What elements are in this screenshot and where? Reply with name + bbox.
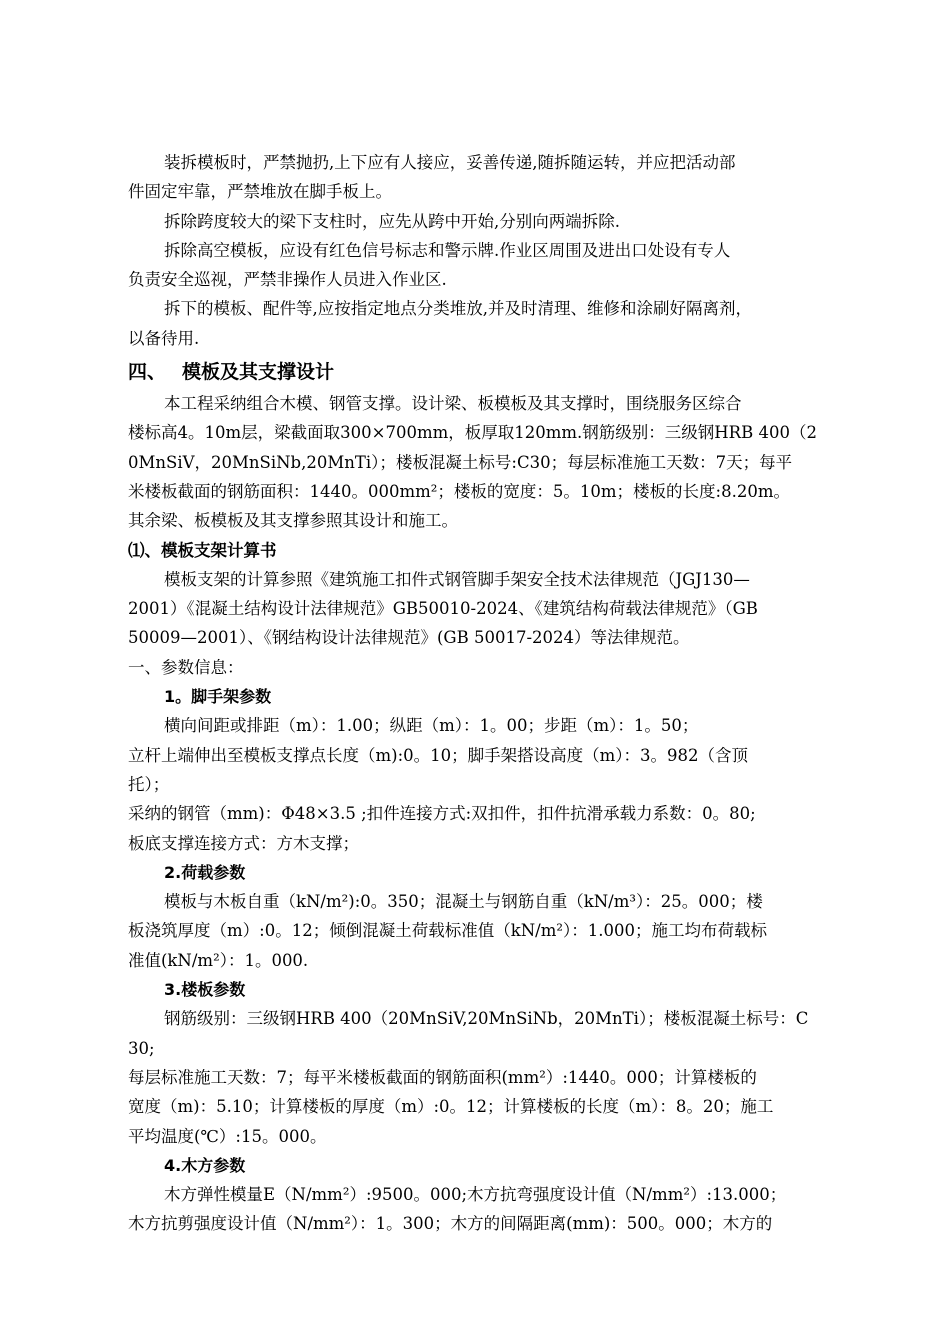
paragraph-line: 拆除跨度较大的梁下支柱时，应先从跨中开始,分别向两端拆除.	[164, 211, 620, 231]
paragraph-line: 2001）《混凝土结构设计法律规范》GB50010-2024、《建筑结构荷载法律规范》（GB	[128, 599, 758, 619]
paragraph-line: 负责安全巡视，严禁非操作人员进入作业区.	[128, 270, 447, 290]
paragraph-line: 本工程采纳组合木模、钢管支撑。设计梁、板模板及其支撑时，围绕服务区综合	[164, 394, 742, 414]
paragraph-line: 立杆上端伸出至模板支撑点长度（m):0。10；脚手架搭设高度（m）：3。982（含顶	[128, 745, 749, 765]
paragraph-line: 托）；	[128, 774, 170, 794]
paragraph-line: 准值(kN/m²）：1。000.	[128, 950, 309, 970]
paragraph-line: 木方弹性模量E（N/mm²）:9500。000;木方抗弯强度设计值（N/mm²）:13.000；	[164, 1185, 787, 1205]
subsection-title: 2.荷载参数	[164, 862, 246, 882]
document-page	[128, 148, 840, 1239]
paragraph-line: 横向间距或排距（m）：1.00；纵距（m）：1。00；步距（m）：1。50；	[164, 716, 699, 736]
paragraph-line: 0MnSiV，20MnSiNb,20MnTi）；楼板混凝土标号:C30；每层标准施工天数：7天；每平	[128, 452, 793, 472]
subsection-title: 4.木方参数	[164, 1155, 246, 1175]
section-number: 四、	[128, 361, 167, 384]
section-title: 模板及其支撑设计	[182, 361, 335, 384]
paragraph-line: 其余梁、板模板及其支撑参照其设计和施工。	[128, 511, 458, 531]
paragraph-line: 拆下的模板、配件等,应按指定地点分类堆放,并及时清理、维修和涂刷好隔离剂，	[164, 299, 752, 319]
subsection-heading: ⑴、模板支架计算书	[128, 540, 277, 560]
paragraph-line: 拆除高空模板，应设有红色信号标志和警示牌.作业区周围及进出口处设有专人	[164, 240, 731, 260]
paragraph-line: 木方抗剪强度设计值（N/mm²）：1。300；木方的间隔距离(mm)：500。000；木方的	[128, 1214, 773, 1234]
paragraph-line: 模板支架的计算参照《建筑施工扣件式钢管脚手架安全技术法律规范（JGJ130—	[164, 569, 750, 589]
subsection-title: 3.楼板参数	[164, 980, 246, 1000]
paragraph-line: 板底支撑连接方式：方木支撑；	[128, 833, 359, 853]
paragraph-line: 楼标高4。10m层，梁截面取300×700mm，板厚取120mm.钢筋级别：三级钢HRB 400（2	[128, 423, 817, 443]
paragraph-line: 平均温度(℃）:15。000。	[128, 1126, 327, 1146]
paragraph-line: 宽度（m)：5.10；计算楼板的厚度（m）:0。12；计算楼板的长度（m）：8。20；施工	[128, 1097, 774, 1117]
paragraph-line: 50009—2001）、《钢结构设计法律规范》(GB 50017-2024）等法律规范。	[128, 628, 690, 648]
paragraph-line: 板浇筑厚度（m）:0。12；倾倒混凝土荷载标准值（kN/m²）：1.000；施工均布荷载标	[128, 921, 767, 941]
paragraph-line: 采纳的钢管（mm)：Φ48×3.5 ;扣件连接方式:双扣件，扣件抗滑承载力系数：0。80;	[128, 804, 756, 824]
paragraph-line: 钢筋级别：三级钢HRB 400（20MnSiV,20MnSiNb，20MnTi）；楼板混凝土标号：C	[164, 1009, 809, 1029]
paragraph-line: 件固定牢靠，严禁堆放在脚手板上。	[128, 182, 392, 202]
params-heading: 一、参数信息：	[128, 657, 244, 677]
paragraph-line: 每层标准施工天数：7；每平米楼板截面的钢筋面积(mm²）:1440。000；计算楼板的	[128, 1067, 757, 1087]
paragraph-line: 30;	[128, 1038, 155, 1058]
paragraph-line: 模板与木板自重（kN/m²):0。350；混凝土与钢筋自重（kN/m³）：25。000；楼	[164, 892, 763, 912]
subsection-title: 1。脚手架参数	[164, 687, 272, 707]
section-heading	[128, 355, 840, 389]
paragraph-line: 米楼板截面的钢筋面积：1440。000mm²；楼板的宽度：5。10m；楼板的长度:8.20m。	[128, 481, 790, 501]
paragraph-line: 以备待用.	[128, 328, 200, 348]
paragraph-line: 装拆模板时，严禁抛扔,上下应有人接应，妥善传递,随拆随运转，并应把活动部	[164, 153, 736, 172]
